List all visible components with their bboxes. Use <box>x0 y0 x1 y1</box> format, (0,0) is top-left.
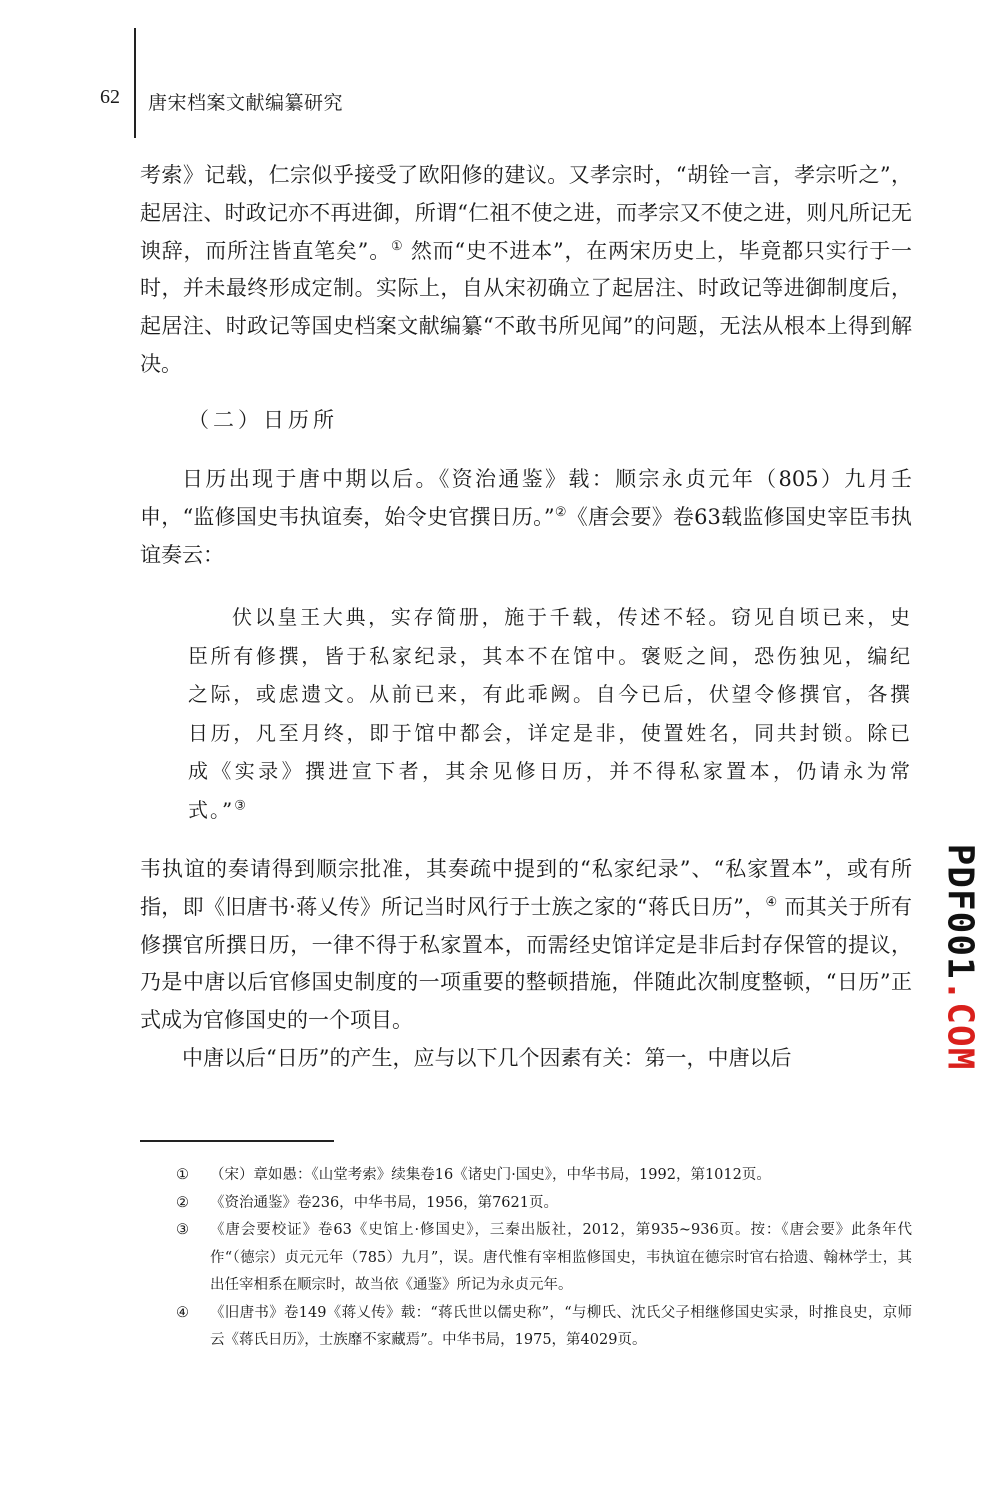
footnote-ref-4[interactable]: ④ <box>765 894 778 910</box>
paragraph-1-text-a: 考索》记载，仁宗似乎接受了欧阳修的建议。又孝宗时，“胡铨一言，孝宗听之”，起居注、时政记亦不再进御，所谓“仁祖不使之进，而孝宗又不使之进，则凡所记无谀辞，而所注皆直笔矣”。 <box>140 163 912 263</box>
book-title: 唐宋档案文献编纂研究 <box>148 92 344 114</box>
footnote-3 <box>176 1217 912 1300</box>
paragraph-4: 中唐以后“日历”的产生，应与以下几个因素有关：第一，中唐以后 <box>182 1045 792 1070</box>
paragraph-1-text-b: 然而“史不进本”，在两宋历史上，毕竟都只实行于一时，并未最终形成定制。实际上，自从宋初确立了起居注、时政记等进御制度后，起居注、时政记等国史档案文献编纂“不敢书所见闻”的问题，无法从根本上得到解决。 <box>140 238 912 376</box>
footnotes <box>176 1162 912 1355</box>
footnote-ref-3[interactable]: ③ <box>234 797 248 813</box>
footnote-text: 《资治通鉴》卷236，中华书局，1956，第7621页。 <box>210 1194 558 1211</box>
paragraph-3 <box>140 851 912 1078</box>
page-number: 62 <box>100 86 120 108</box>
watermark-part-1: PDF001 <box>939 843 981 980</box>
footnote-text: 《唐会要校证》卷63《史馆上·修国史》，三秦出版社，2012，第935~936页。按：《唐会要》此条年代作“（德宗）贞元元年（785）九月”，误。唐代惟有宰相监修国史，韦执谊在德宗时官右拾遗、翰林学士，其出任宰相系在顺宗时，故当依《通鉴》所记为永贞元年。 <box>210 1222 912 1293</box>
watermark-logo <box>938 832 982 1082</box>
footnote-2 <box>176 1190 912 1218</box>
paragraph-2 <box>140 461 912 574</box>
watermark-part-2: .COM <box>939 979 981 1071</box>
footnote-mark: ③ <box>176 1222 189 1238</box>
footnote-text: （宋）章如愚：《山堂考索》续集卷16《诸史门·国史》，中华书局，1992，第1012页。 <box>210 1167 771 1183</box>
footnote-mark: ④ <box>176 1304 189 1321</box>
footnote-ref-2[interactable]: ② <box>554 504 567 520</box>
section-heading: （二）日历所 <box>188 408 338 432</box>
footnote-1 <box>176 1162 912 1190</box>
footnote-text: 《旧唐书》卷149《蒋乂传》载：“蒋氏世以儒史称”，“与柳氏、沈氏父子相继修国史实录，时推良史，京师云《蒋氏日历》，士族靡不家藏焉”。中华书局，1975，第4029页。 <box>210 1304 912 1348</box>
paragraph-2-text-a: 日历出现于唐中期以后。《资治通鉴》载：顺宗永贞元年（805）九月壬申，“监修国史韦执谊奏，始令史官撰日历。” <box>140 467 912 529</box>
paragraph-3-text-b: 而其关于所有修撰官所撰日历，一律不得于私家置本，而需经史馆详定是非后封存保管的提议，乃是中唐以后官修国史制度的一项重要的整顿措施，伴随此次制度整顿，“日历”正式成为官修国史的一个项目。 <box>140 894 912 1033</box>
block-quote-text: 伏以皇王大典，实存简册，施于千载，传述不轻。窃见自顷已来，史臣所有修撰，皆于私家纪录，其本不在馆中。褒贬之间，恐伤独见，编纪之际，或虑遗文。从前已来，有此乖阙。自今已后，伏望令修撰官，各撰日历，凡至月终，即于馆中都会，详定是非，使置姓名，同共封锁。除已成《实录》撰进宣下者，其余见修日历，并不得私家置本，仍请永为常式。” <box>188 605 912 822</box>
watermark-text <box>940 844 981 1071</box>
footnote-4 <box>176 1300 912 1355</box>
footnote-separator <box>140 1140 334 1142</box>
page-header <box>100 86 700 120</box>
block-quote <box>188 598 912 829</box>
paragraph-2-text-b: 《唐会要》卷63载监修国史宰臣韦执谊奏云： <box>140 504 912 567</box>
footnote-mark: ① <box>176 1167 189 1183</box>
paragraph-1 <box>140 157 912 384</box>
paragraph-3-text-a: 韦执谊的奏请得到顺宗批准，其奏疏中提到的“私家纪录”、“私家置本”，或有所指，即《旧唐书·蒋乂传》所记当时风行于士族之家的“蒋氏日历”， <box>140 857 912 919</box>
footnote-mark: ② <box>176 1194 189 1211</box>
header-vertical-rule <box>134 28 136 138</box>
footnote-ref-1[interactable]: ① <box>390 238 404 254</box>
